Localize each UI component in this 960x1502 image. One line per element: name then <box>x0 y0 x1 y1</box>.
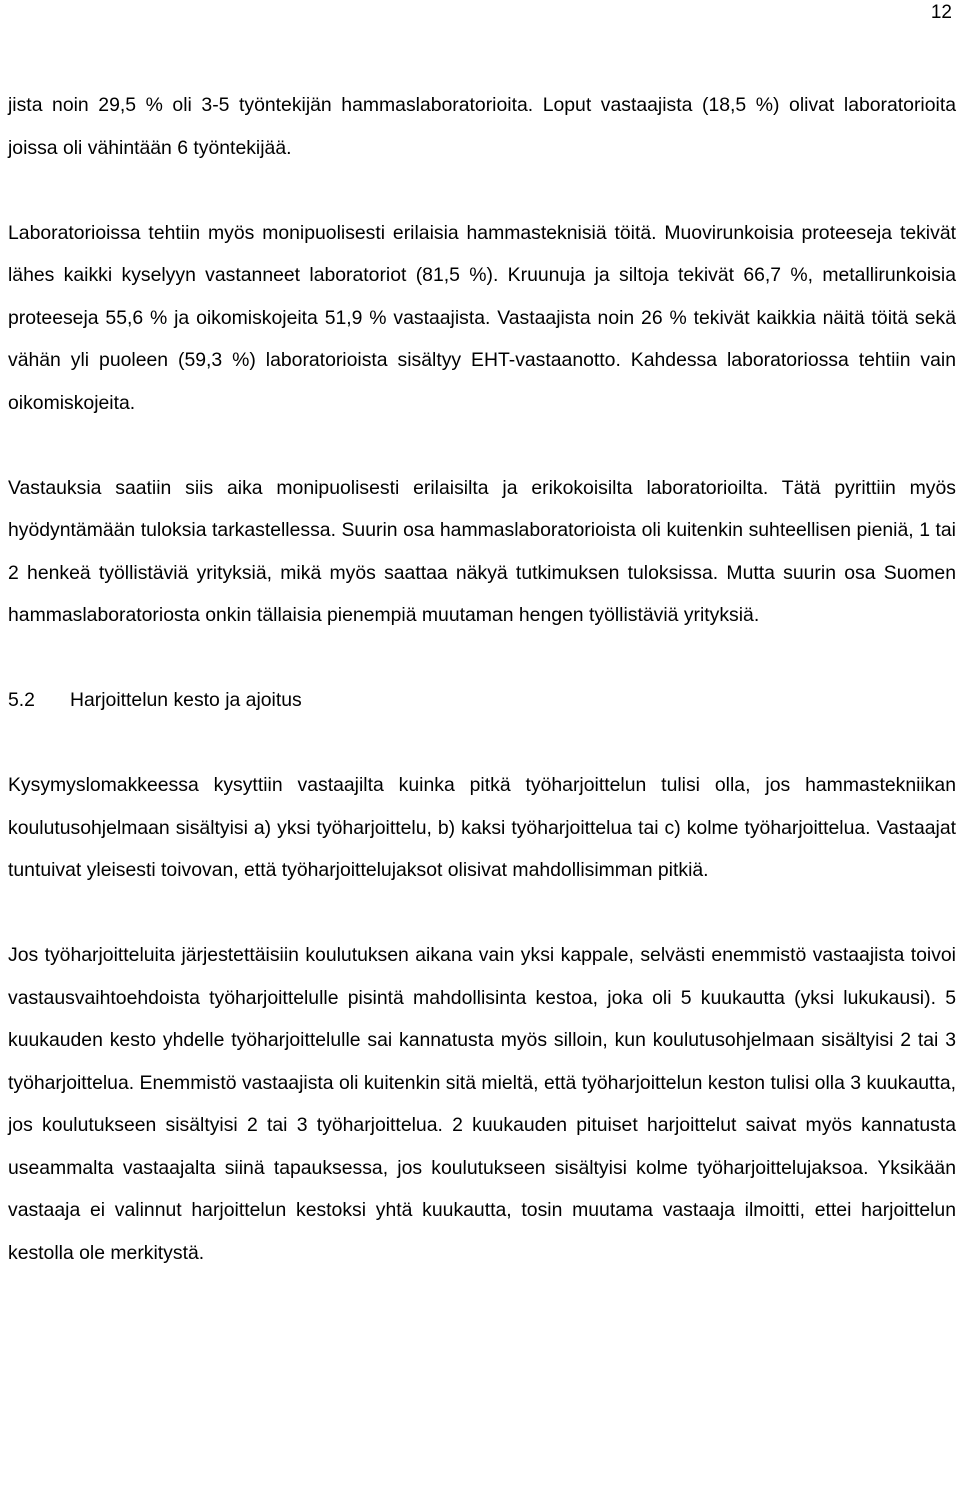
paragraph-lab-work-types: Laboratorioissa tehtiin myös monipuolisesti erilaisia hammasteknisiä töitä. Muovirunkoisia proteeseja tekivät lähes kaikki kyselyyn vastanneet laboratoriot (81,5 %). Kruunuja ja siltoja tekivät 66,7 %, metallirunkoisia proteeseja 55,6 % ja oikomiskojeita 51,9 % vastaajista. Vastaajista noin 26 % tekivät kaikkia näitä töitä sekä vähän yli puoleen (59,3 %) laboratorioista sisältyy EHT-vastaanotto. Kahdessa laboratoriossa tehtiin vain oikomiskojeita. <box>8 221 956 414</box>
section-title: Harjoittelun kesto ja ajoitus <box>70 689 302 711</box>
page-number: 12 <box>930 2 952 23</box>
paragraph-internship-length-question: Kysymyslomakkeessa kysyttiin vastaajilta kuinka pitkä työharjoittelun tulisi olla, jos hammastekniikan koulutusohjelmaan sisältyisi a) yksi työharjoittelu, b) kaksi työharjoittelua tai c) kolme työharjoittelua. Vastaajat tuntuivat yleisesti toivovan, että työharjoittelujaksot olisivat mahdollisimman pitkiä. <box>8 774 956 881</box>
paragraph-response-diversity: Vastauksia saatiin siis aika monipuolisesti erilaisilta ja erikokoisilta laboratorioilta. Tätä pyrittiin myös hyödyntämään tuloksia tarkastellessa. Suurin osa hammaslaboratorioista oli kuitenkin suhteellisen pieniä, 1 tai 2 henkeä työllistäviä yrityksiä, mikä myös saattaa näkyä tutkimuksen tuloksissa. Mutta suurin osa Suomen hammaslaboratoriosta onkin tällaisia pienempiä muutaman hengen työllistäviä yrityksiä. <box>8 476 956 626</box>
section-heading <box>8 679 956 722</box>
section-number: 5.2 <box>8 689 35 711</box>
paragraph-lab-sizes: jista noin 29,5 % oli 3-5 työntekijän hammaslaboratorioita. Loput vastaajista (18,5 %) olivat laboratorioita joissa oli vähintään 6 työntekijää. <box>8 94 956 159</box>
paragraph-internship-length-results: Jos työharjoitteluita järjestettäisiin koulutuksen aikana vain yksi kappale, selvästi enemmistö vastaajista toivoi vastausvaihtoehdoista työharjoittelulle pisintä mahdollisinta kestoa, joka oli 5 kuukautta (yksi lukukausi). 5 kuukauden kesto yhdelle työharjoittelulle sai kannatusta myös silloin, kun koulutusohjelmaan sisältyisi 2 tai 3 työharjoittelua. Enemmistö vastaajista oli kuitenkin sitä mieltä, että työharjoittelun keston tulisi olla 3 kuukautta, jos koulutukseen sisältyisi 2 tai 3 työharjoittelua. 2 kuukauden pituiset harjoittelut saivat myös kannatusta useammalta vastaajalta siinä tapauksessa, jos koulutukseen sisältyisi kolme työharjoittelujaksoa. Yksikään vastaaja ei valinnut harjoittelun kestoksi yhtä kuukautta, tosin muutama vastaaja ilmoitti, ettei harjoittelun kestolla ole merkitystä. <box>8 944 956 1264</box>
document-body <box>8 84 956 1274</box>
